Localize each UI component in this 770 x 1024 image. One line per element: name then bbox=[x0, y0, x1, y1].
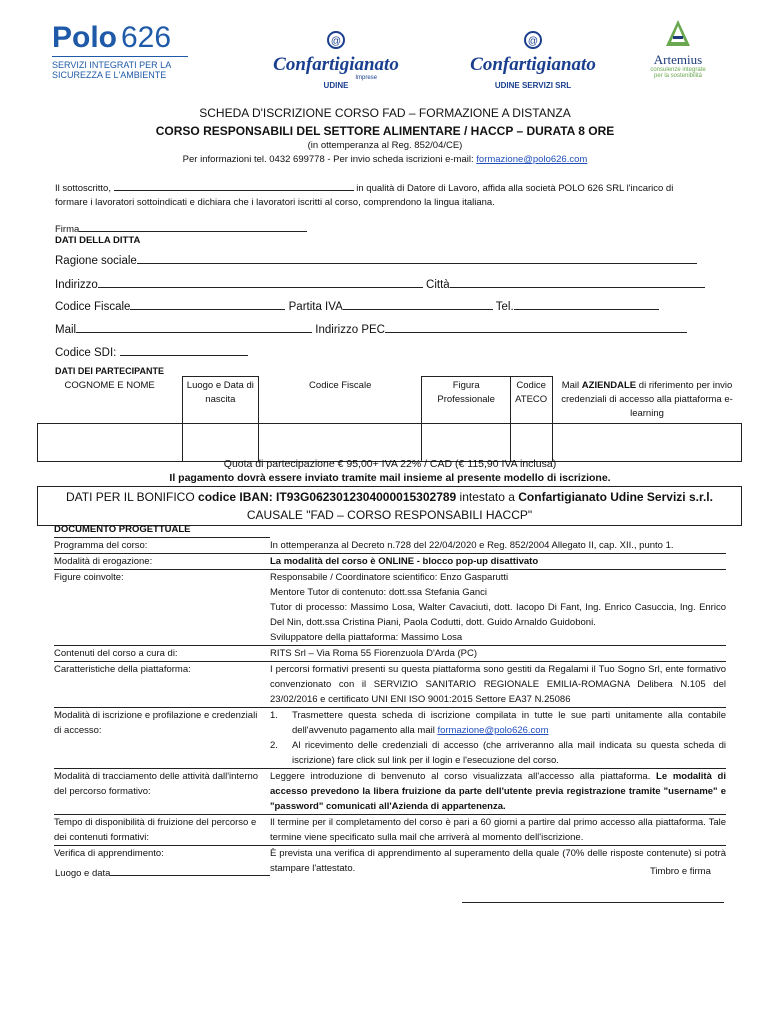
participants-header-row bbox=[38, 377, 742, 424]
caratteristiche-value: I percorsi formativi presenti su questa piattaforma sono gestiti da Regalami il Tuo Sogno Srl, ente formativo convenzionato con il SERVIZIO SANITARIO REGIONALE EMILIA-ROMAGNA Delibera N.105 del 23/02/2016 e certificato UNI ENI ISO 9001:2015 Settore EA37 N.25086 bbox=[270, 662, 726, 708]
logo-artemius-name: Artemius bbox=[653, 52, 703, 67]
doc-heading: DOCUMENTO PROGETTUALE bbox=[54, 522, 270, 538]
logo-conf2-name: Confartigianato bbox=[470, 54, 596, 75]
intro-prefix: Il sottoscritto, bbox=[55, 183, 114, 194]
col-figura: Figura Professionale bbox=[422, 377, 510, 424]
tracciamento-label: Modalità di tracciamento delle attività dall'interno del percorso formativo: bbox=[54, 769, 270, 815]
figure-line: Responsabile / Coordinatore scientifico: Enzo Gasparutti bbox=[270, 572, 509, 583]
participant-nascita-cell[interactable] bbox=[182, 423, 258, 461]
project-document-table bbox=[54, 522, 726, 876]
tracciamento-bold: Le modalità di accesso prevedono la libera fruizione da parte dell'utente previa registrazione tramite "username" e "password" comunicati all'Azienda di appartenenza. bbox=[270, 771, 726, 812]
iscrizione-step-2: 2. Al ricevimento delle credenziali di accesso (che arriveranno alla mail indicata su questa scheda di iscrizione) fare click sul link per il login e l'esecuzione del corso. bbox=[270, 740, 726, 766]
iscrizione-step-1-text: Trasmettere questa scheda di iscrizione compilata in tutte le sue parti unitamente alla contabile dell'avvenuto pagamento alla mail bbox=[292, 710, 726, 736]
bank-causale: CAUSALE "FAD – CORSO RESPONSABILI HACCP" bbox=[246, 508, 533, 522]
partita-iva-label: Partita IVA bbox=[288, 301, 343, 313]
logo-conf1-sub: Imprese bbox=[355, 75, 377, 81]
artemius-logo bbox=[642, 18, 714, 79]
codice-fiscale-label: Codice Fiscale bbox=[55, 301, 131, 313]
course-subtitle: CORSO RESPONSABILI DEL SETTORE ALIMENTARE / HACCP – DURATA 8 ORE bbox=[155, 124, 615, 138]
artemius-emblem-icon bbox=[664, 18, 692, 48]
bank-iban: codice IBAN: IT93G0623012304000015302789 bbox=[198, 490, 457, 504]
indirizzo-label: Indirizzo bbox=[55, 279, 98, 291]
participant-cf-cell[interactable] bbox=[258, 423, 422, 461]
pec-label: Indirizzo PEC bbox=[315, 324, 385, 336]
luogo-data-field[interactable] bbox=[110, 866, 270, 876]
tempo-value: Il termine per il completamento del corso è pari a 60 giorni a partire dal primo accesso alla piattaforma. Tale termine viene specificato sulla mail che arriverà al momento dell'iscrizione. bbox=[270, 815, 726, 846]
col-ateco: Codice ATECO bbox=[510, 377, 552, 424]
bank-transfer-box bbox=[37, 486, 742, 526]
figure-value bbox=[270, 570, 726, 646]
participant-entry-row bbox=[38, 423, 742, 461]
programma-label: Programma del corso: bbox=[54, 538, 270, 554]
doc-row bbox=[54, 570, 726, 646]
address-row bbox=[55, 277, 705, 291]
stamp-signature-label: Timbro e firma bbox=[650, 866, 711, 877]
mail-row bbox=[55, 322, 687, 336]
doc-row bbox=[54, 708, 726, 769]
contact-info bbox=[0, 154, 770, 165]
figure-line: Mentore Tutor di contenuto: dott.ssa Stefania Ganci bbox=[270, 587, 488, 598]
logo-artemius-tag1: consulenze integrate bbox=[650, 67, 706, 73]
verifica-value: È prevista una verifica di apprendimento al superamento della quale (70% delle risposte contenute) si potrà stampare l'attestato. bbox=[270, 848, 726, 874]
signature-row bbox=[55, 222, 307, 235]
payment-note: Il pagamento dovrà essere inviato tramite mail insieme al presente modello di iscrizione. bbox=[169, 472, 611, 484]
polo626-logo bbox=[52, 22, 192, 88]
figure-line: Sviluppatore della piattaforma: Massimo Losa bbox=[270, 632, 463, 643]
doc-heading-row bbox=[54, 522, 726, 538]
stamp-signature-field[interactable] bbox=[462, 902, 724, 903]
iscrizione-label: Modalità di iscrizione e profilazione e credenziali di accesso: bbox=[54, 708, 270, 769]
iscrizione-step-1: 1. Trasmettere questa scheda di iscrizione compilata in tutte le sue parti unitamente alla contabile dell'avvenuto pagamento alla mail formazione@polo626.com bbox=[270, 710, 726, 736]
verifica-label: Verifica di apprendimento: bbox=[54, 848, 164, 859]
col-mail-post: di riferimento per invio credenziali di accesso alla piattaforma e-learning bbox=[561, 379, 733, 419]
tel-label: Tel. bbox=[495, 301, 514, 313]
contact-info-text: Per informazioni tel. 0432 699778 - Per invio scheda iscrizioni e-mail: bbox=[182, 154, 477, 165]
logo-conf1-name: Confartigianato bbox=[273, 54, 399, 75]
logo-polo-number: 626 bbox=[121, 21, 172, 54]
bank-prefix: DATI PER IL BONIFICO bbox=[66, 490, 199, 504]
contenuti-label: Contenuti del corso a cura di: bbox=[54, 646, 270, 662]
mail-field[interactable] bbox=[76, 322, 312, 333]
confartigianato-emblem-icon bbox=[323, 30, 349, 50]
doc-row bbox=[54, 662, 726, 708]
logo-conf2-city: UDINE SERVIZI SRL bbox=[494, 81, 572, 90]
iscrizione-email-link[interactable]: formazione@polo626.com bbox=[437, 725, 549, 736]
citta-field[interactable] bbox=[450, 277, 705, 288]
logo-polo-tagline2: SICUREZZA E L'AMBIENTE bbox=[52, 70, 167, 80]
undersigned-name-field[interactable] bbox=[114, 180, 354, 191]
col-mail-bold: AZIENDALE bbox=[581, 379, 637, 391]
sdi-label: Codice SDI: bbox=[55, 347, 117, 359]
mail-label: Mail bbox=[55, 324, 77, 336]
intro-text: in qualità di Datore di Lavoro, affida alla società POLO 626 SRL l'incarico di bbox=[353, 183, 674, 194]
contenuti-value: RITS Srl – Via Roma 55 Fiorenzuola D'Arda (PC) bbox=[270, 646, 726, 662]
doc-row bbox=[54, 769, 726, 815]
bank-line bbox=[38, 488, 741, 506]
doc-row bbox=[54, 646, 726, 662]
iscrizione-value bbox=[270, 708, 726, 769]
partita-iva-field[interactable] bbox=[343, 299, 493, 310]
sdi-field[interactable] bbox=[120, 345, 248, 356]
confartigianato-imprese-logo bbox=[255, 30, 417, 90]
logo-conf1-city: UDINE bbox=[323, 81, 349, 90]
pec-field[interactable] bbox=[385, 322, 687, 333]
tempo-label: Tempo di disponibilità di fruizione del percorso e dei contenuti formativi: bbox=[54, 815, 270, 846]
ragione-sociale-label: Ragione sociale bbox=[55, 255, 137, 267]
confartigianato-emblem-icon bbox=[520, 30, 546, 50]
fiscal-row bbox=[55, 299, 659, 313]
logo-artemius-tag2: per la sostenibilità bbox=[653, 73, 703, 79]
participants-heading: DATI DEI PARTECIPANTE bbox=[55, 366, 165, 376]
figure-line: Tutor di processo: Massimo Losa, Walter Cavaciuti, dott. Iacopo Di Fant, Ing. Enrico Casuccia, Ing. Enrico Del Nin, dott.ssa Cristina Piani, Paola Codutti, dott. Guido Arnaldo Guidoboni. bbox=[270, 602, 726, 628]
signature-field[interactable] bbox=[79, 222, 307, 232]
company-name-row bbox=[55, 253, 697, 267]
logo-polo-main: Polo bbox=[52, 21, 117, 54]
codice-fiscale-field[interactable] bbox=[130, 299, 285, 310]
contact-email-link[interactable]: formazione@polo626.com bbox=[476, 154, 588, 165]
participant-nome-cell[interactable] bbox=[38, 423, 183, 461]
modalita-label: Modalità di erogazione: bbox=[54, 554, 270, 570]
bank-intestato: intestato a bbox=[456, 490, 519, 504]
regulation-note: (in ottemperanza al Reg. 852/04/CE) bbox=[307, 140, 463, 151]
place-date-row bbox=[55, 866, 270, 879]
doc-row bbox=[54, 538, 726, 554]
col-codice-fiscale: Codice Fiscale bbox=[258, 377, 422, 424]
ragione-sociale-field[interactable] bbox=[137, 253, 697, 264]
confartigianato-servizi-logo bbox=[452, 30, 614, 90]
luogo-data-label: Luogo e data bbox=[55, 868, 111, 879]
form-title: SCHEDA D'ISCRIZIONE CORSO FAD – FORMAZIONE A DISTANZA bbox=[199, 106, 571, 120]
svg-text:@: @ bbox=[527, 36, 539, 47]
col-mail-aziendale bbox=[552, 377, 742, 424]
svg-text:@: @ bbox=[330, 36, 342, 47]
iscrizione-step-2-text: Al ricevimento delle credenziali di accesso (che arriveranno alla mail indicata su questa scheda di iscrizione) fare click sul link per il login e l'esecuzione del corso. bbox=[292, 740, 726, 766]
firma-label: Firma bbox=[55, 224, 80, 235]
bank-company: Confartigianato Udine Servizi s.r.l. bbox=[518, 490, 713, 504]
tracciamento-value bbox=[270, 769, 726, 815]
fee-line: Quota di partecipazione € 95,00+ IVA 22% / CAD (€ 115,90 IVA inclusa) bbox=[223, 458, 557, 470]
figure-label: Figure coinvolte: bbox=[54, 570, 270, 646]
col-nome: COGNOME E NOME bbox=[38, 377, 183, 424]
company-data-heading: DATI DELLA DITTA bbox=[55, 235, 141, 246]
doc-row bbox=[54, 815, 726, 846]
intro-paragraph bbox=[55, 180, 735, 210]
tracciamento-text: Leggere introduzione di benvenuto al corso visualizzata all'accesso alla piattaforma. bbox=[270, 771, 657, 782]
participants-table bbox=[37, 376, 742, 462]
logo-polo-tagline1: SERVIZI INTEGRATI PER LA bbox=[52, 60, 172, 70]
caratteristiche-label: Caratteristiche della piattaforma: bbox=[54, 662, 270, 708]
col-mail-pre: Mail bbox=[561, 379, 582, 391]
citta-label: Città bbox=[426, 279, 450, 291]
intro-text2: formare i lavoratori sottoindicati e dichiara che i lavoratori iscritti al corso, comprendono la lingua italiana. bbox=[55, 197, 495, 208]
col-nascita: Luogo e Data di nascita bbox=[182, 377, 258, 424]
modalita-value: La modalità del corso è ONLINE - blocco pop-up disattivato bbox=[270, 554, 726, 570]
programma-value: In ottemperanza al Decreto n.728 del 22/04/2020 e Reg. 852/2004 Allegato II, cap. XII., punto 1. bbox=[270, 538, 726, 554]
sdi-row bbox=[55, 345, 248, 359]
doc-row bbox=[54, 554, 726, 570]
participant-mail-cell[interactable] bbox=[552, 423, 742, 461]
participant-ateco-cell[interactable] bbox=[510, 423, 552, 461]
tel-field[interactable] bbox=[514, 299, 659, 310]
participant-figura-cell[interactable] bbox=[422, 423, 510, 461]
indirizzo-field[interactable] bbox=[98, 277, 423, 288]
